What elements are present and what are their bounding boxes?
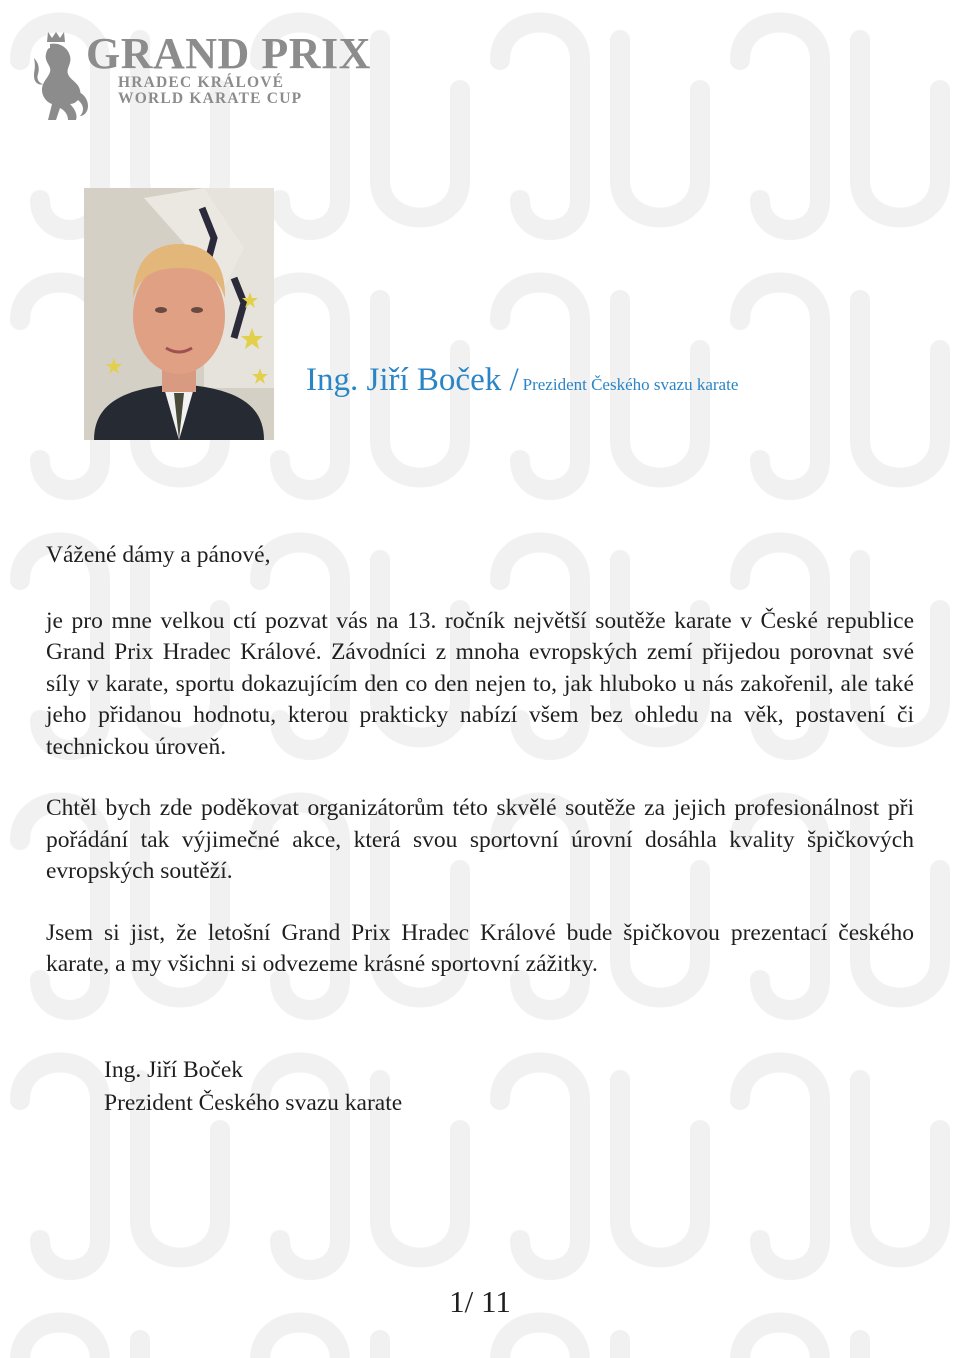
logo-subtitle-cup: WORLD KARATE CUP <box>118 90 303 107</box>
heading-role: Prezident Českého svazu karate <box>522 375 739 394</box>
czech-lion-emblem-icon <box>30 28 92 130</box>
author-heading <box>306 362 738 399</box>
page-number: 1/ 11 <box>449 1284 511 1319</box>
signature-block <box>104 1054 402 1120</box>
letter-body <box>46 540 914 981</box>
logo-title: GRAND PRIX <box>86 29 371 78</box>
letter-paragraph: Chtěl bych zde poděkovat organizátorům této skvělé soutěže za jejich profesionálnost při pořádání tak výjimečné akce, která svou sportovní úrovní dosáhla kvality špičkových evropských soutěží. <box>46 795 914 884</box>
grand-prix-logo <box>30 28 370 133</box>
letter-paragraph: je pro mne velkou ctí pozvat vás na 13. ročník největší soutěže karate v České republice Grand Prix Hradec Králové. Závodníci z mnoha evropských zemí přijedou porovnat své síly v karate, sportu dokazujícím den co den nejen to, jak hluboko u nás zakořenil, ale také jeho přidanou hodnotu, kterou prakticky nabízí všem bez ohledu na věk, postavení či technickou úroveň. <box>46 607 914 760</box>
heading-name: Ing. Jiří Boček / <box>306 362 519 398</box>
signature-title: Prezident Českého svazu karate <box>104 1090 403 1116</box>
logo-subtitle-city: HRADEC KRÁLOVÉ <box>118 74 285 91</box>
letter-greeting: Vážené dámy a pánové, <box>46 542 271 568</box>
letter-paragraph: Jsem si jist, že letošní Grand Prix Hradec Králové bude špičkovou prezentací českého karate, a my všichni si odvezeme krásné sportovní zážitky. <box>46 919 914 977</box>
portrait-photo <box>84 188 274 440</box>
signature-name: Ing. Jiří Boček <box>104 1057 244 1083</box>
